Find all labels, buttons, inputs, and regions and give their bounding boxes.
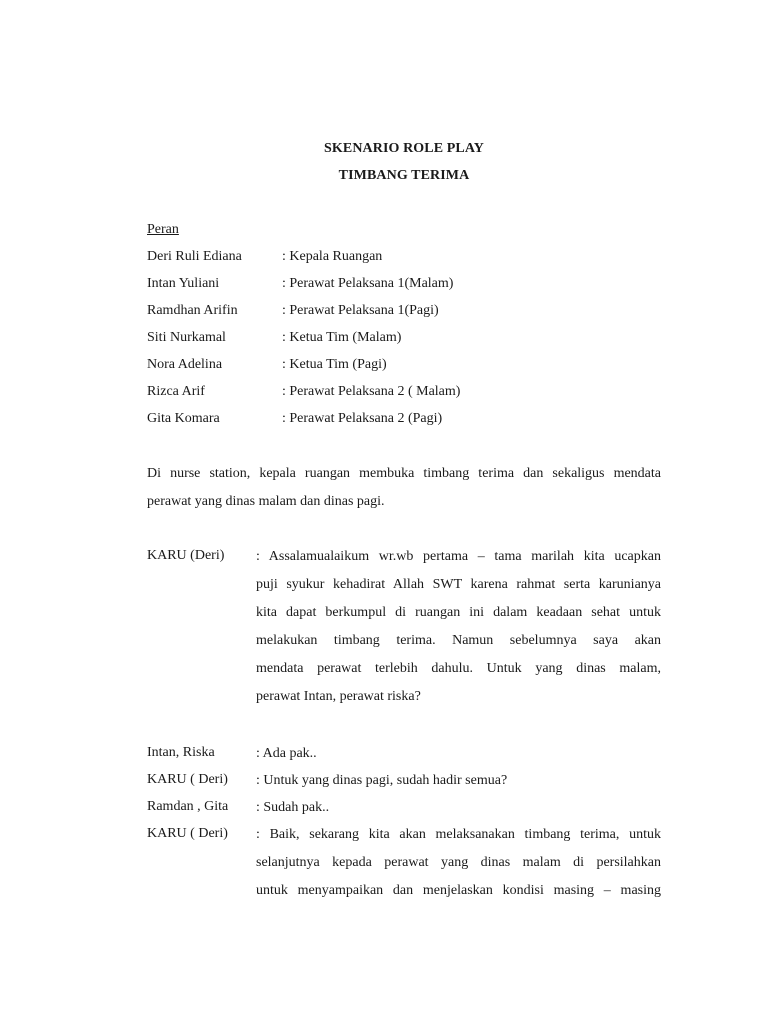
role-title: : Ketua Tim (Malam) [282, 330, 402, 345]
dialog-text [256, 772, 661, 800]
intro-paragraph [147, 465, 661, 521]
role-title: : Perawat Pelaksana 2 (Pagi) [282, 411, 443, 426]
role-row [147, 384, 667, 404]
dialog-speaker: KARU ( Deri) [147, 826, 228, 841]
roles-heading: Peran [147, 222, 179, 237]
dialog-speaker: Intan, Riska [147, 745, 215, 760]
dialog-text [256, 548, 661, 716]
role-title: : Ketua Tim (Pagi) [282, 357, 387, 372]
dialog-line: melakukan timbang terima. Namun sebelumnya saya akan [256, 633, 661, 648]
dialog-text [256, 745, 661, 773]
dialog-line: : Ada pak.. [256, 746, 317, 761]
role-title: : Perawat Pelaksana 1(Malam) [282, 276, 454, 291]
dialog-line: kita dapat berkumpul di ruangan ini dalam keadaan sehat untuk [256, 605, 661, 620]
dialog-line: mendata perawat terlebih dahulu. Untuk yang dinas malam, [256, 661, 661, 676]
role-title: : Kepala Ruangan [282, 249, 383, 264]
dialog-speaker: Ramdan , Gita [147, 799, 229, 814]
role-row [147, 411, 667, 431]
document-title: SKENARIO ROLE PLAY [324, 141, 484, 156]
role-name: Deri Ruli Ediana [147, 249, 242, 264]
role-row [147, 303, 667, 323]
dialog-line: untuk menyampaikan dan menjelaskan kondisi masing – masing [256, 883, 661, 898]
dialog-line: puji syukur kehadirat Allah SWT karena rahmat serta karunianya [256, 577, 661, 592]
paragraph-line: Di nurse station, kepala ruangan membuka timbang terima dan sekaligus mendata [147, 466, 661, 481]
dialog-line: selanjutnya kepada perawat yang dinas malam di persilahkan [256, 855, 661, 870]
dialog-line: : Sudah pak.. [256, 800, 330, 815]
dialog-line: : Untuk yang dinas pagi, sudah hadir semua? [256, 773, 508, 788]
role-name: Siti Nurkamal [147, 330, 226, 345]
role-name: Intan Yuliani [147, 276, 220, 291]
dialog-line: : Baik, sekarang kita akan melaksanakan timbang terima, untuk [256, 827, 661, 842]
dialog-line: perawat Intan, perawat riska? [256, 689, 421, 704]
dialog-speaker: KARU (Deri) [147, 548, 225, 563]
role-title: : Perawat Pelaksana 2 ( Malam) [282, 384, 461, 399]
dialog-line: : Assalamualaikum wr.wb pertama – tama marilah kita ucapkan [256, 549, 661, 564]
dialog-text [256, 799, 661, 827]
dialog-text [256, 826, 661, 910]
role-row [147, 357, 667, 377]
document-subtitle: TIMBANG TERIMA [338, 168, 470, 183]
dialog-speaker: KARU ( Deri) [147, 772, 228, 787]
role-row [147, 330, 667, 350]
role-name: Nora Adelina [147, 357, 223, 372]
role-title: : Perawat Pelaksana 1(Pagi) [282, 303, 439, 318]
role-row [147, 249, 667, 269]
role-name: Rizca Arif [147, 384, 205, 399]
role-row [147, 276, 667, 296]
role-name: Ramdhan Arifin [147, 303, 238, 318]
role-name: Gita Komara [147, 411, 220, 426]
paragraph-line: perawat yang dinas malam dan dinas pagi. [147, 494, 385, 509]
